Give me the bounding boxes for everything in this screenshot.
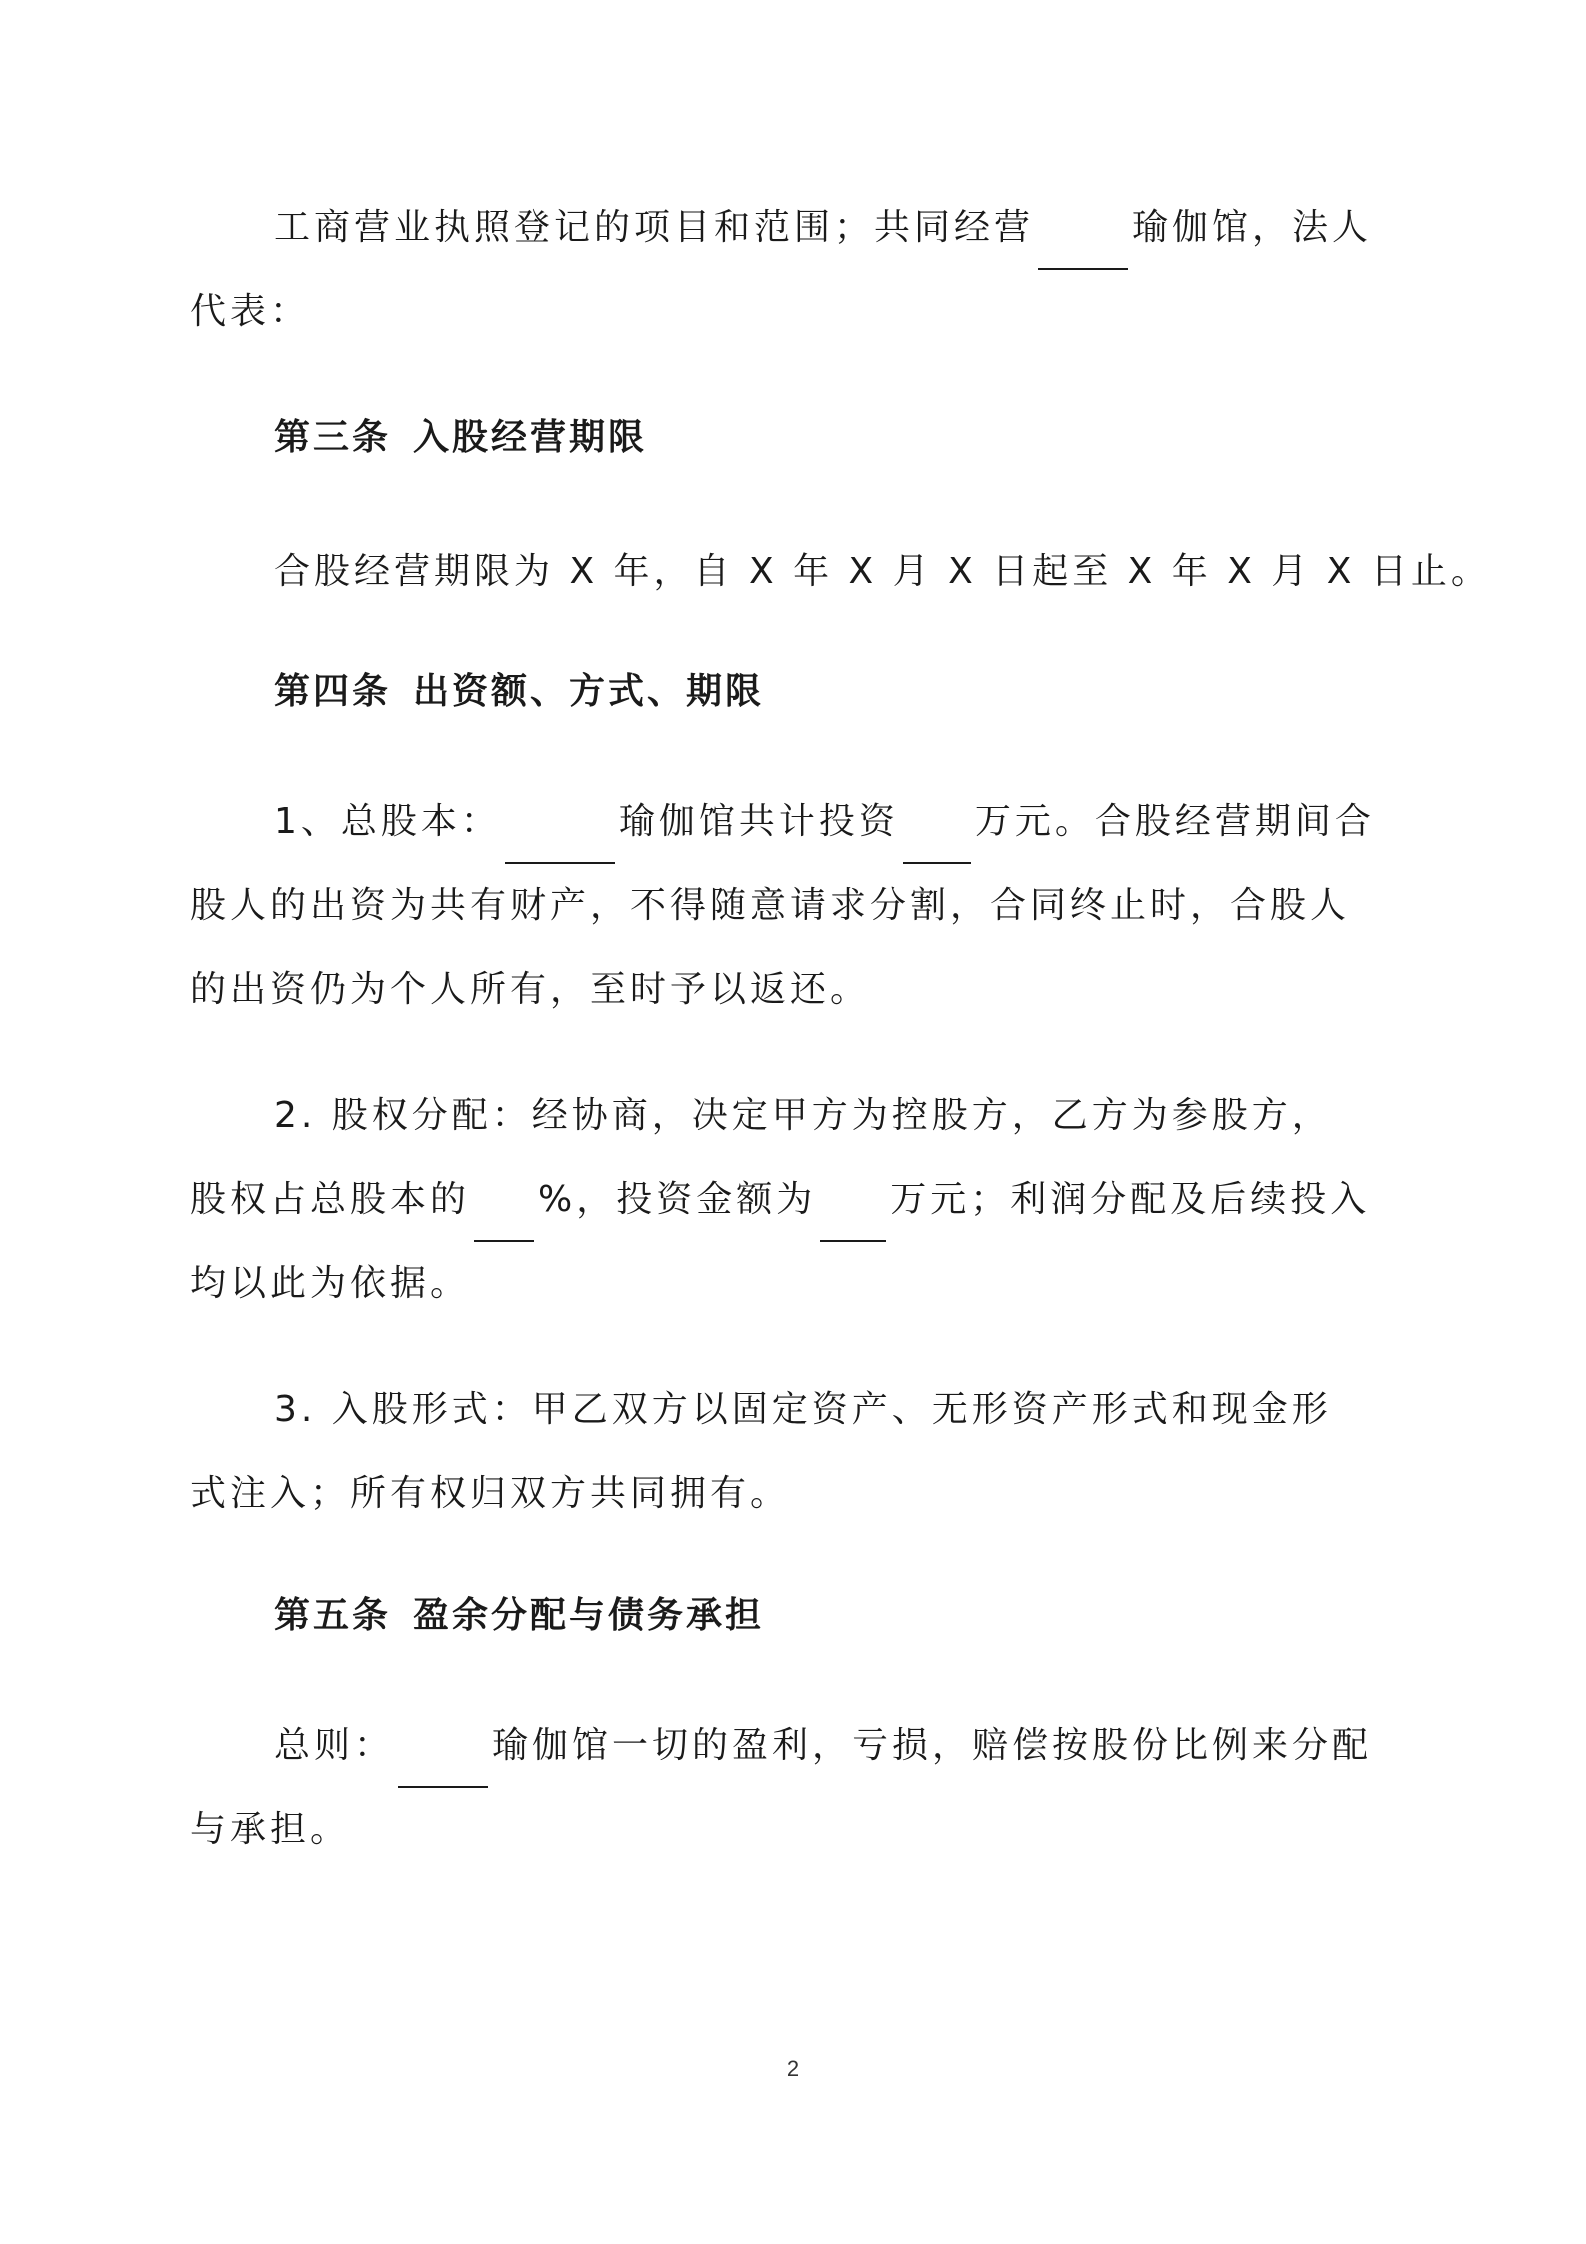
article-3-body: [190, 530, 1491, 614]
text-segment: 总则：: [274, 1725, 395, 1766]
text-segment: 瑜伽馆共计投资: [618, 801, 899, 842]
article-4-heading: [274, 662, 764, 722]
text-segment: 瑜伽馆，法人: [1132, 207, 1373, 248]
article-5-heading: [274, 1586, 764, 1646]
page-number: 2: [786, 2056, 800, 2081]
paragraph-line: [190, 780, 1400, 864]
article-3-heading: [274, 408, 647, 468]
text-segment: 股权占总股本的: [190, 1179, 471, 1220]
fill-blank: [1038, 224, 1128, 270]
article-label: 第三条: [274, 417, 392, 458]
paragraph-line: 均以此为依据。: [190, 1263, 471, 1304]
text-segment: 万元；利润分配及后续投入: [890, 1179, 1371, 1220]
paragraph-line: 股人的出资为共有财产，不得随意请求分割，合同终止时，合股人: [190, 885, 1351, 926]
article-title: 入股经营期限: [413, 417, 648, 458]
article-label: 第四条: [274, 671, 392, 712]
paragraph-line: 合股经营期限为 X 年，自 X 年 X 月 X 日起至 X 年 X 月 X 日止。: [274, 551, 1491, 592]
paragraph-line: 2. 股权分配：经协商，决定甲方为控股方，乙方为参股方，: [274, 1095, 1332, 1136]
paragraph-line: 的出资仍为个人所有，至时予以返还。: [190, 969, 871, 1010]
paragraph-line: 3. 入股形式：甲乙双方以固定资产、无形资产形式和现金形: [274, 1389, 1332, 1430]
paragraph-line: [190, 1158, 1400, 1242]
text-segment: 万元。合股经营期间合: [974, 801, 1375, 842]
text-segment: 工商营业执照登记的项目和范围；共同经营: [274, 207, 1035, 248]
paragraph-business-scope: [190, 186, 1400, 354]
article-5-body: [190, 1704, 1400, 1872]
fill-blank: [820, 1196, 886, 1242]
article-title: 出资额、方式、期限: [413, 671, 765, 712]
article-4-item-3: [190, 1368, 1400, 1536]
article-label: 第五条: [274, 1595, 392, 1636]
text-segment: 1、总股本：: [274, 801, 501, 842]
fill-blank: [505, 818, 615, 864]
paragraph-line: [190, 1704, 1400, 1788]
paragraph-line: [190, 186, 1400, 270]
paragraph-line: 式注入；所有权归双方共同拥有。: [190, 1473, 791, 1514]
fill-blank: [903, 818, 971, 864]
paragraph-line: 代表：: [190, 291, 311, 332]
fill-blank: [474, 1196, 534, 1242]
article-title: 盈余分配与债务承担: [413, 1595, 765, 1636]
article-4-item-1: [190, 780, 1400, 1032]
text-segment: %，投资金额为: [538, 1179, 817, 1220]
article-4-item-2: [190, 1074, 1400, 1326]
paragraph-line: 与承担。: [190, 1809, 351, 1850]
fill-blank: [398, 1742, 488, 1788]
text-segment: 瑜伽馆一切的盈利，亏损，赔偿按股份比例来分配: [492, 1725, 1373, 1766]
